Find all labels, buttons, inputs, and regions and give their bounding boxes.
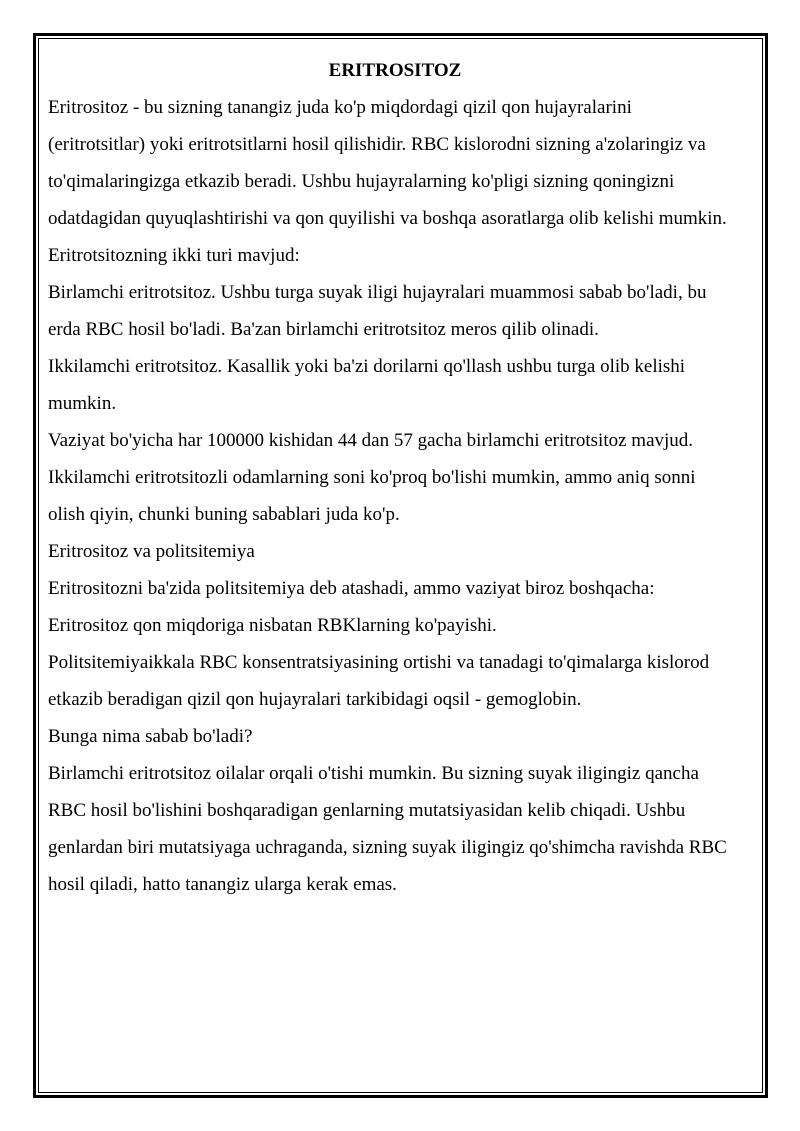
paragraph-secondary: Ikkilamchi eritrotsitoz. Kasallik yoki ba'zi dorilarni qo'llash ushbu turga olib kelishi mumkin. xyxy=(48,356,686,414)
paragraph-causes: Birlamchi eritrotsitoz oilalar orqali o'tishi mumkin. Bu sizning suyak iligingiz qancha RBC hosil bo'lishini boshqaradigan genlarning mutatsiyasidan kelib chiqadi. Ushbu genlardan biri mutatsiyaga uchraganda, sizning suyak iligingiz qo'shimcha ravishda RBC hosil qiladi, hatto tanangiz ularga kerak emas. xyxy=(48,763,727,895)
paragraph-erythrocytosis-def: Eritrositoz qon miqdoriga nisbatan RBKlarning ko'payishi. xyxy=(48,615,497,636)
subheading-polycythemia: Eritrositoz va politsitemiya xyxy=(48,541,255,562)
paragraph-difference-intro: Eritrositozni ba'zida politsitemiya deb atashadi, ammo vaziyat biroz boshqacha: xyxy=(48,578,655,599)
paragraph-prevalence: Vaziyat bo'yicha har 100000 kishidan 44 dan 57 gacha birlamchi eritrotsitoz mavjud. Ikkilamchi eritrotsitozli odamlarning soni ko'proq bo'lishi mumkin, ammo aniq sonni olish qiyin, chunki buning sabablari juda ko'p. xyxy=(48,430,696,525)
paragraph-types-intro: Eritrotsitozning ikki turi mavjud: xyxy=(48,245,300,266)
paragraph-definition: Eritrositoz - bu sizning tanangiz juda ko'p miqdordagi qizil qon hujayralarini (eritrotsitlar) yoki eritrotsitlarni hosil qilishidir. RBC kislorodni sizning a'zolaringiz va to'qimalaringizga etkazib beradi. Ushbu hujayralarning ko'pligi sizning qoningizni odatdagidan quyuqlashtirishi va qon quyilishi va boshqa asoratlarga olib kelishi mumkin. xyxy=(48,97,727,229)
document-body xyxy=(48,52,728,903)
paragraph-primary: Birlamchi eritrotsitoz. Ushbu turga suyak iligi hujayralari muammosi sabab bo'ladi, bu erda RBC hosil bo'ladi. Ba'zan birlamchi eritrotsitoz meros qilib olinadi. xyxy=(48,282,707,340)
subheading-causes: Bunga nima sabab bo'ladi? xyxy=(48,726,253,747)
document-title: ERITROSITOZ xyxy=(328,60,462,81)
paragraph-polycythemia-def: Politsitemiyaikkala RBC konsentratsiyasining ortishi va tanadagi to'qimalarga kislorod etkazib beradigan qizil qon hujayralari tarkibidagi oqsil - gemoglobin. xyxy=(48,652,710,710)
